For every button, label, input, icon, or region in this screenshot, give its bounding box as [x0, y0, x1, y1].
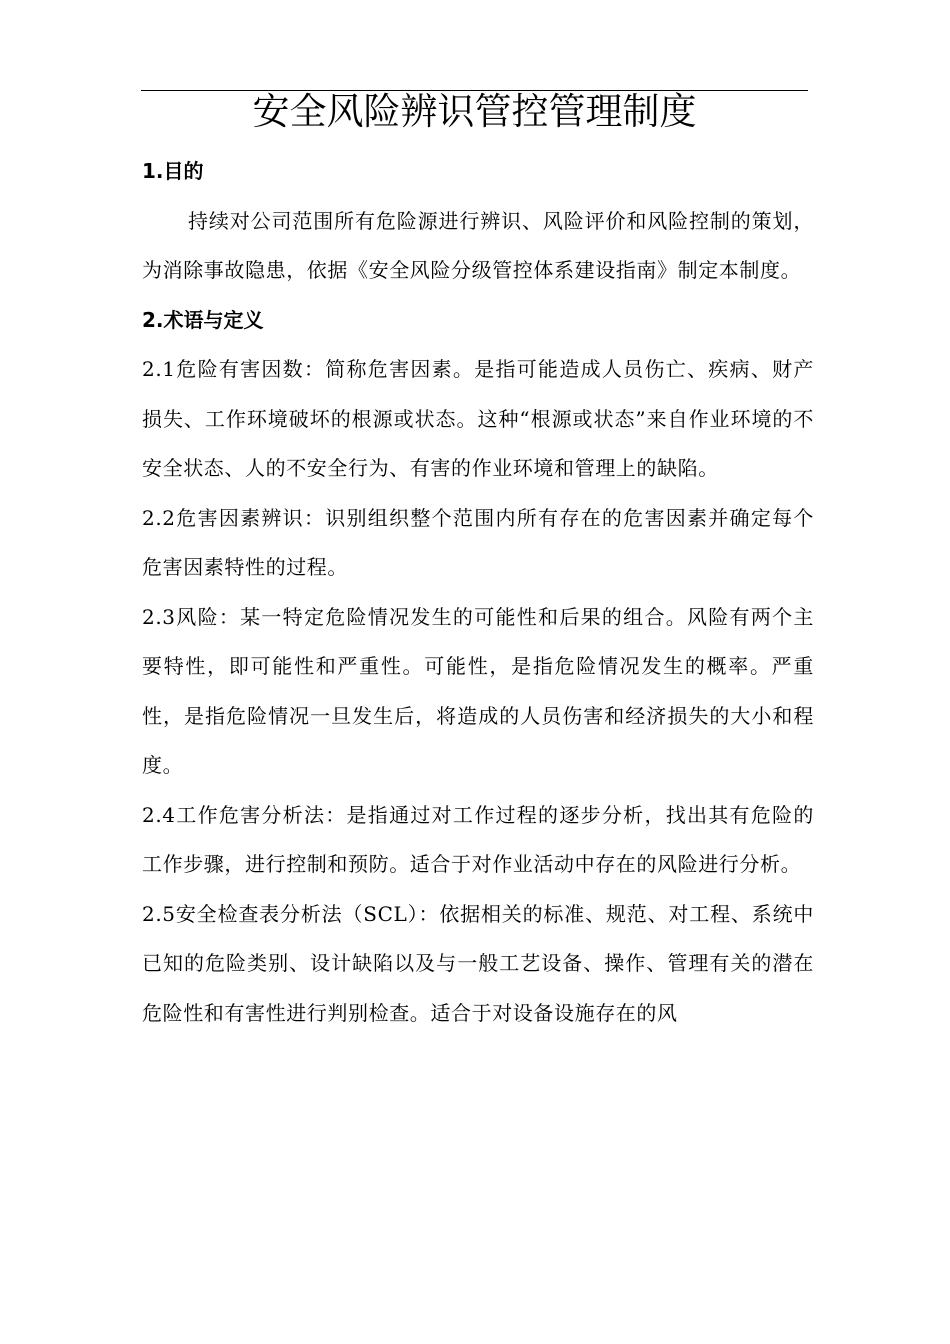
paragraph-term-2-5: 2.5安全检查表分析法（SCL）：依据相关的标准、规范、对工程、系统中已知的危险类别、设计缺陷以及与一般工艺设备、操作、管理有关的潜在危险性和有害性进行判别检查。适合于对设备设施存在的风	[142, 901, 814, 1025]
paragraph-term-2-2: 2.2危害因素辨识：识别组织整个范围内所有存在的危害因素并确定每个危害因素特性的过程。	[142, 505, 814, 579]
document-body	[142, 147, 814, 1038]
document-title: 安全风险辨识管控管理制度	[252, 90, 697, 133]
paragraph-term-2-3: 2.3风险：某一特定危险情况发生的可能性和后果的组合。风险有两个主要特性，即可能性和严重性。可能性，是指危险情况发生的概率。严重性，是指危险情况一旦发生后，将造成的人员伤害和经济损失的大小和程度。	[142, 604, 814, 777]
paragraph-purpose: 持续对公司范围所有危险源进行辨识、风险评价和风险控制的策划，为消除事故隐患，依据《安全风险分级管控体系建设指南》制定本制度。	[142, 208, 814, 282]
section-heading-terms: 2.术语与定义	[142, 307, 264, 332]
paragraph-term-2-4: 2.4工作危害分析法：是指通过对工作过程的逐步分析，找出其有危险的工作步骤，进行控制和预防。适合于对作业活动中存在的风险进行分析。	[142, 802, 814, 876]
section-heading-purpose: 1.目的	[142, 159, 204, 183]
paragraph-term-2-1: 2.1危险有害因数：简称危害因素。是指可能造成人员伤亡、疾病、财产损失、工作环境破坏的根源或状态。这种“根源或状态”来自作业环境的不安全状态、人的不安全行为、有害的作业环境和管理上的缺陷。	[142, 357, 814, 480]
